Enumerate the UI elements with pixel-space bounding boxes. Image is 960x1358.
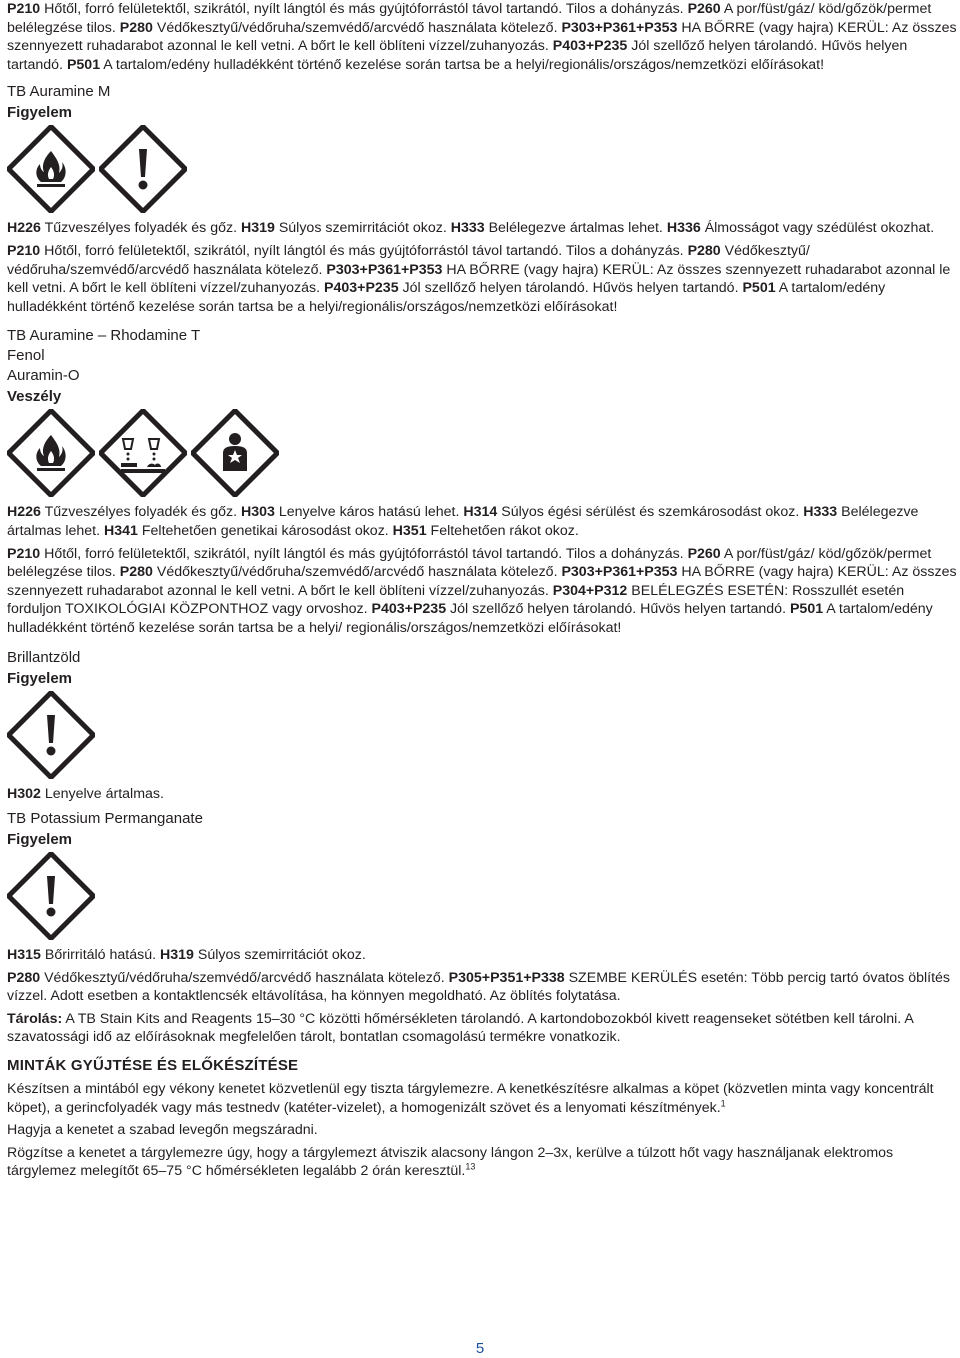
- code-h303: H303: [240, 504, 275, 521]
- code-p210: P210: [7, 545, 41, 562]
- code-h333: H333: [450, 220, 485, 237]
- text-p280: Védőkesztyű/ védőruha/szemvédő/arcvédő használata kötelező.: [7, 242, 810, 278]
- code-p280: P280: [7, 969, 41, 986]
- code-p260: P260: [687, 1, 721, 17]
- health-hazard-icon: [191, 409, 279, 497]
- pictogram-row: [7, 852, 959, 940]
- code-p501: P501: [789, 601, 824, 618]
- sampling-paragraph: [7, 1080, 959, 1117]
- exclamation-icon: [7, 852, 95, 940]
- code-p303: P303+P361+P353: [561, 564, 678, 581]
- exclamation-icon: [7, 691, 95, 779]
- text-h351: Feltehetően rákot okoz.: [426, 522, 579, 539]
- code-p280: P280: [119, 564, 153, 581]
- code-p303: P303+P361+P353: [561, 19, 678, 36]
- code-p210: P210: [7, 242, 41, 259]
- code-p403: P403+P235: [552, 38, 628, 55]
- sampling-paragraph: [7, 1144, 959, 1181]
- text-p403: Jól szellőző helyen tárolandó. Hűvös helyen tartandó.: [446, 601, 790, 618]
- code-p305: P305+P351+P338: [448, 969, 565, 986]
- text-h314: Súlyos égési sérülést és szemkárosodást okoz.: [497, 504, 804, 521]
- code-p210: P210: [7, 1, 41, 17]
- signal-word: Figyelem: [7, 104, 73, 122]
- product-name: TB Auramine M: [7, 83, 111, 101]
- precaution-statements: [7, 545, 959, 638]
- text-p210: Hőtől, forró felületektől, szikrától, nyílt lángtól és más gyújtóforrástól távol tartandó. Tilos a dohányzás.: [40, 545, 688, 562]
- text-p280: Védőkesztyű/védőruha/szemvédő/arcvédő használata kötelező.: [40, 969, 449, 986]
- text-h226: Tűzveszélyes folyadék és gőz.: [40, 220, 241, 237]
- text-p210: Hőtől, forró felületektől, szikrától, nyílt lángtól és más gyújtóforrástól távol tartandó. Tilos a dohányzás.: [40, 1, 688, 17]
- code-h341: H341: [104, 522, 138, 539]
- pictogram-row: [7, 691, 959, 779]
- code-h336: H336: [666, 220, 701, 237]
- pictogram-row: [7, 409, 959, 497]
- code-p260: P260: [687, 545, 721, 562]
- text-h333: Belélegezve ártalmas lehet.: [484, 220, 667, 237]
- product-name: TB Auramine – Rhodamine T: [7, 327, 201, 345]
- hazard-statements: [7, 503, 959, 540]
- precaution-block-top: [7, 0, 959, 74]
- storage-label: Tárolás:: [7, 1010, 63, 1027]
- hazard-statements: [7, 785, 959, 804]
- text-p210: Hőtől, forró felületektől, szikrától, nyílt lángtól és más gyújtóforrástól távol tartandó. Tilos a dohányzás.: [40, 242, 688, 259]
- code-p501: P501: [66, 56, 101, 73]
- product-name: Brillantzöld: [7, 648, 81, 666]
- text-p260: A por/füst/gáz/ köd/gőzök/permet belélegzése tilos.: [7, 1, 932, 36]
- code-h226: H226: [7, 504, 41, 521]
- code-h315: H315: [7, 947, 41, 964]
- text-h303: Lenyelve káros hatású lehet.: [274, 504, 464, 521]
- storage-paragraph: [7, 1010, 959, 1047]
- flame-icon: [7, 125, 95, 213]
- text-p303: HA BŐRRE (vagy hajra) KERÜL: Az összes szennyezett ruhadarabot azonnal le kell vetni. A bőrt le kell öblíteni vízzel/zuhanyozás.: [7, 19, 957, 55]
- corrosion-icon: [99, 409, 187, 497]
- code-p280: P280: [687, 242, 721, 259]
- text-h319: Súlyos szemirritációt okoz.: [193, 947, 366, 964]
- precaution-statements: [7, 969, 959, 1006]
- code-p501: P501: [742, 280, 776, 297]
- text-p403: Jól szellőző helyen tárolandó. Hűvös helyen tartandó.: [7, 38, 908, 73]
- code-h302: H302: [7, 785, 41, 802]
- text-h226: Tűzveszélyes folyadék és gőz.: [40, 504, 241, 521]
- text-h315: Bőrirritáló hatású.: [40, 947, 160, 964]
- code-h319: H319: [240, 220, 275, 237]
- sampling-text: Készítsen a mintából egy vékony kenetet közvetlenül egy tiszta tárgylemezre. A kenetkészítésre alkalmas a köpet (közvetlen minta vagy koncentrált köpet), a gerincfolyadék vagy más testnedv (katéter-vizelet), a homogenizált szövet és a lenyomati készítmények.: [7, 1081, 934, 1116]
- section-heading: MINTÁK GYŰJTÉSE ÉS ELŐKÉSZÍTÉSE: [7, 1057, 299, 1075]
- code-h351: H351: [392, 522, 427, 539]
- signal-word: Figyelem: [7, 669, 73, 687]
- code-h333: H333: [803, 504, 838, 521]
- text-p280: Védőkesztyű/védőruha/szemvédő/arcvédő használata kötelező.: [152, 19, 562, 36]
- text-p303: HA BŐRRE (vagy hajra) KERÜL: Az összes szennyezett ruhadarabot azonnal le kell vetni. A bőrt le kell öblíteni vízzel/zuhanyozás.: [7, 261, 951, 297]
- product-name: TB Potassium Permanganate: [7, 810, 203, 828]
- precaution-statements: [7, 242, 959, 316]
- hazard-statements: [7, 219, 959, 238]
- signal-word: Figyelem: [7, 831, 73, 849]
- text-h333: Belélegezve ártalmas lehet.: [7, 504, 919, 539]
- exclamation-icon: [99, 125, 187, 213]
- text-h341: Feltehetően genetikai károsodást okoz.: [137, 522, 393, 539]
- code-h314: H314: [463, 504, 498, 521]
- text-p501: A tartalom/edény hulladékként történő kezelése során tartsa be a helyi/regionális/országos/nemzetközi előírásokat!: [7, 280, 886, 315]
- sampling-text: Rögzítse a kenetet a tárgylemezre úgy, hogy a tárgylemezt átviszik alacsony lángon 2–3x, kerülve a túlzott hőt vagy használjanak elektromos tárgylemez melegítőt 65–75 °C hőmérsékleten legalább 2 órán keresztül.: [7, 1144, 894, 1180]
- document-page: [7, 0, 959, 1185]
- code-p304: P304+P312: [552, 582, 628, 599]
- flame-icon: [7, 409, 95, 497]
- text-p501: A tartalom/edény hulladékként történő kezelése során tartsa be a helyi/regionális/országos/nemzetközi előírásokat!: [100, 56, 825, 73]
- footnote-ref: 13: [465, 1161, 476, 1172]
- text-p260: A por/füst/gáz/ köd/gőzök/permet belélegzése tilos.: [7, 545, 932, 581]
- product-name: Auramin-O: [7, 367, 80, 385]
- text-p305: SZEMBE KERÜLÉS esetén: Több percig tartó óvatos öblítés vízzel. Adott esetben a kontaktlencsék eltávolítása, ha könnyen megoldható. Az öblítés folytatása.: [7, 969, 951, 1005]
- code-p403: P403+P235: [324, 280, 399, 297]
- text-h336: Álmosságot vagy szédülést okozhat.: [700, 220, 935, 237]
- code-h226: H226: [7, 220, 41, 237]
- text-p403: Jól szellőző helyen tárolandó. Hűvös helyen tartandó.: [398, 280, 743, 297]
- text-p304: BELÉLEGZÉS ESETÉN: Rosszullét esetén forduljon TOXIKOLÓGIAI KÖZPONTHOZ vagy orvoshoz.: [7, 582, 905, 618]
- page-number: 5: [475, 1340, 485, 1357]
- code-p303: P303+P361+P353: [326, 261, 443, 278]
- hazard-statements: [7, 946, 959, 965]
- footnote-ref: 1: [720, 1097, 726, 1108]
- signal-word: Veszély: [7, 388, 62, 406]
- text-h302: Lenyelve ártalmas.: [40, 785, 164, 802]
- storage-text: A TB Stain Kits and Reagents 15–30 °C közötti hőmérsékleten tárolandó. A kartondobozokból kivett reagenseket sötétben kell tárolni. A szavatossági idő az előírásoknak megfelelően tárolt, bontatlan csomagolású termékre vonatkozik.: [7, 1010, 914, 1046]
- code-p403: P403+P235: [371, 601, 447, 618]
- code-p280: P280: [119, 19, 153, 36]
- code-h319: H319: [160, 947, 194, 964]
- text-p501: A tartalom/edény hulladékként történő kezelése során tartsa be a helyi/ regionális/országos/nemzetközi előírásokat!: [7, 601, 933, 636]
- pictogram-row: [7, 125, 959, 213]
- sampling-paragraph: Hagyja a kenetet a szabad levegőn megszáradni.: [7, 1122, 318, 1139]
- text-h319: Súlyos szemirritációt okoz.: [274, 220, 451, 237]
- text-p280: Védőkesztyű/védőruha/szemvédő/arcvédő használata kötelező.: [152, 564, 562, 581]
- product-name: Fenol: [7, 347, 45, 365]
- text-p303: HA BŐRRE (vagy hajra) KERÜL: Az összes szennyezett ruhadarabot azonnal le kell vetni. A bőrt le kell öblíteni vízzel/zuhanyozás.: [7, 564, 957, 599]
